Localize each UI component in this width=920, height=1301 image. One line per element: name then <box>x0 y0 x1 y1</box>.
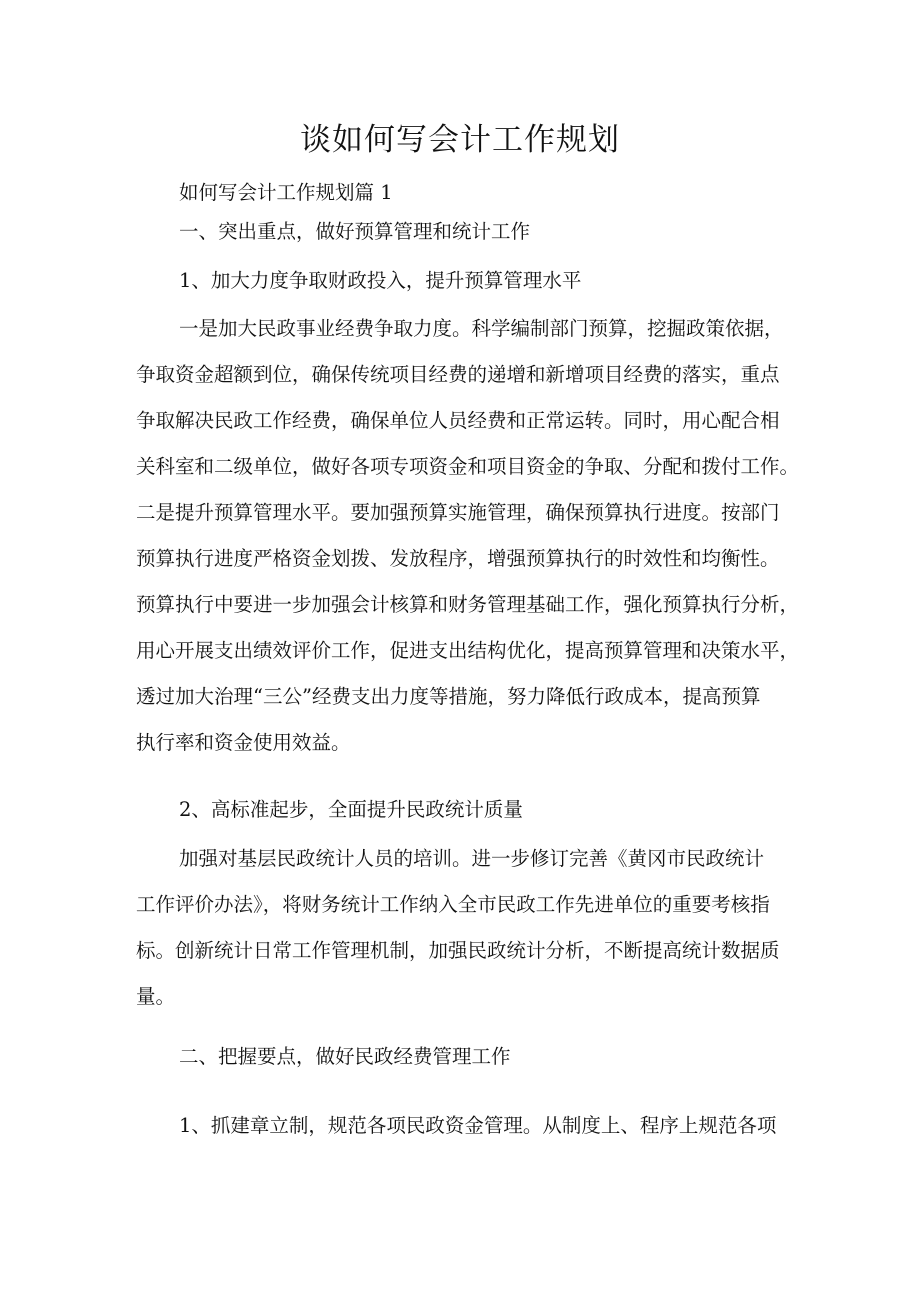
paragraph-line: 加强对基层民政统计人员的培训。进一步修订完善《黄冈市民政统计 <box>179 847 765 870</box>
paragraph-line: 透过加大治理“三公”经费支出力度等措施，努力降低行政成本，提高预算 <box>136 685 761 708</box>
document-subtitle: 如何写会计工作规划篇 1 <box>179 181 393 204</box>
paragraph-line: 工作评价办法》，将财务统计工作纳入全市民政工作先进单位的重要考核指 <box>136 893 770 916</box>
paragraph-2 <box>136 836 786 1020</box>
section2-heading: 二、把握要点，做好民政经费管理工作 <box>179 1045 511 1068</box>
item1-heading: 1、加大力度争取财政投入，提升预算管理水平 <box>179 269 582 292</box>
paragraph-1 <box>136 306 800 766</box>
paragraph-line: 预算执行进度严格资金划拨、发放程序，增强预算执行的时效性和均衡性。 <box>136 547 780 570</box>
paragraph-line: 关科室和二级单位，做好各项专项资金和项目资金的争取、分配和拨付工作。 <box>136 455 800 478</box>
item3-text: 1、抓建章立制，规范各项民政资金管理。从制度上、程序上规范各项 <box>179 1114 777 1137</box>
item2-heading: 2、高标准起步，全面提升民政统计质量 <box>179 798 523 821</box>
paragraph-line: 争取资金超额到位，确保传统项目经费的递增和新增项目经费的落实，重点 <box>136 363 780 386</box>
paragraph-line: 二是提升预算管理水平。要加强预算实施管理，确保预算执行进度。按部门 <box>136 501 780 524</box>
paragraph-line: 争取解决民政工作经费，确保单位人员经费和正常运转。同时，用心配合相 <box>136 409 780 432</box>
paragraph-line: 一是加大民政事业经费争取力度。科学编制部门预算，挖掘政策依据， <box>179 317 784 340</box>
paragraph-line: 量。 <box>136 985 176 1008</box>
document-title: 谈如何写会计工作规划 <box>300 122 620 158</box>
paragraph-line: 预算执行中要进一步加强会计核算和财务管理基础工作，强化预算执行分析， <box>136 593 800 616</box>
paragraph-line: 执行率和资金使用效益。 <box>136 731 351 754</box>
section1-heading: 一、突出重点，做好预算管理和统计工作 <box>179 220 531 243</box>
paragraph-line: 标。创新统计日常工作管理机制，加强民政统计分析，不断提高统计数据质 <box>136 939 780 962</box>
paragraph-line: 用心开展支出绩效评价工作，促进支出结构优化，提高预算管理和决策水平， <box>136 639 800 662</box>
